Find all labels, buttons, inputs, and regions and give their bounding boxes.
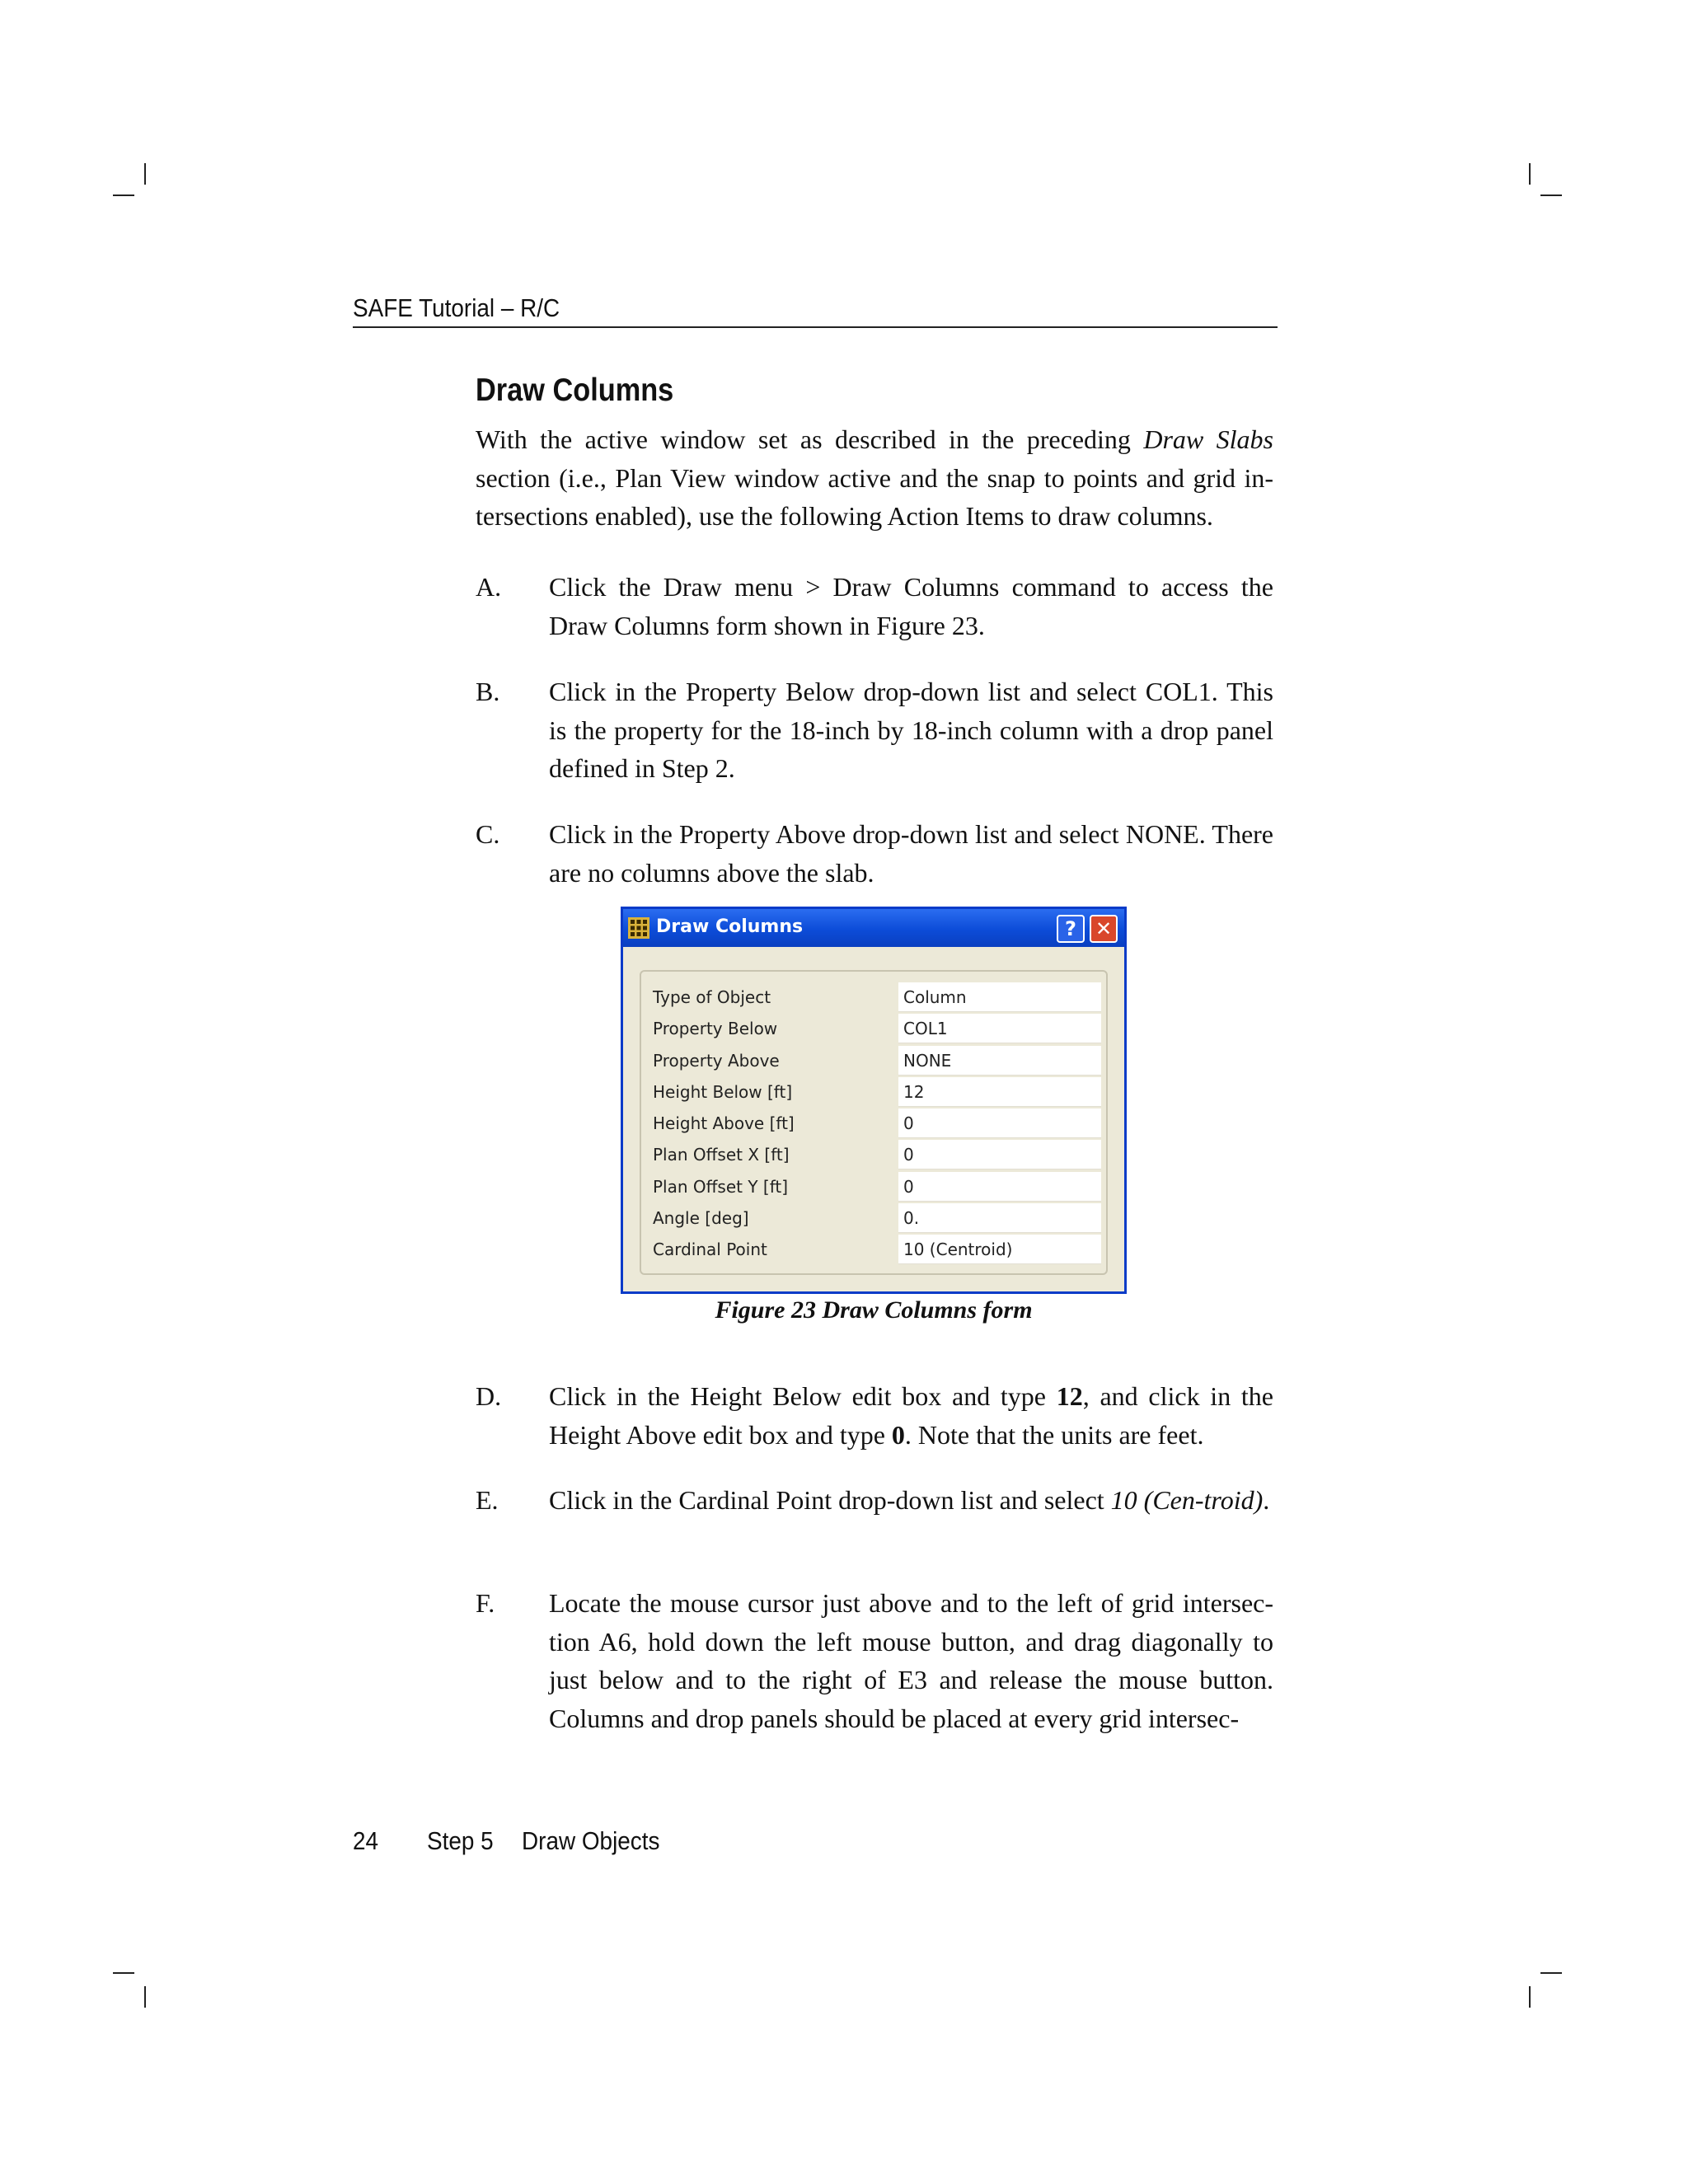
- step-letter: E.: [476, 1485, 499, 1515]
- property-row-property-above: [646, 1045, 1101, 1076]
- close-icon: ✕: [1095, 917, 1113, 940]
- crop-mark: [1540, 1972, 1562, 1974]
- property-value: 10 (Centroid): [903, 1240, 1013, 1260]
- property-row-plan-offset-y: [646, 1171, 1101, 1202]
- crop-mark: [113, 194, 134, 196]
- properties-panel: [640, 970, 1108, 1275]
- help-icon: ?: [1065, 917, 1076, 940]
- step-text-part: Click in the Cardinal Point drop-down list and select: [549, 1485, 1111, 1515]
- crop-mark: [1540, 194, 1562, 196]
- step-text: Locate the mouse cursor just above and to the left of grid intersec-tion A6, hold down the left mouse button, and drag diagonally to just below and to the right of E3 and release the mouse button. Columns and drop panels should be placed at every grid intersec-: [549, 1588, 1273, 1733]
- step-text: [549, 1481, 1273, 1520]
- step-text: [549, 1377, 1273, 1454]
- property-row-angle: [646, 1202, 1101, 1234]
- crop-mark: [1529, 1986, 1531, 2008]
- step-text: Click in the Property Below drop-down list and select COL1. This is the property for the 18-inch by 18-inch column with a drop panel defined in Step 2.: [549, 677, 1273, 783]
- property-value: 0: [903, 1145, 914, 1165]
- property-row-property-below: [646, 1013, 1101, 1044]
- type-of-object-field[interactable]: [898, 982, 1101, 1012]
- intro-before: With the active window set as described in the preceding: [476, 424, 1144, 454]
- property-label: Plan Offset X [ft]: [653, 1145, 790, 1165]
- property-value: 12: [903, 1081, 925, 1102]
- step-c: [476, 815, 1273, 892]
- property-row-type-of-object: [646, 982, 1101, 1013]
- typed-value: 12: [1056, 1381, 1083, 1411]
- property-label: Height Above [ft]: [653, 1113, 795, 1134]
- step-e: [476, 1481, 1273, 1520]
- property-row-cardinal-point: [646, 1234, 1101, 1265]
- figure-caption: Figure 23 Draw Columns form: [715, 1296, 1033, 1324]
- step-text: Click the Draw menu > Draw Columns command to access the Draw Columns form shown in Figure 23.: [549, 572, 1273, 640]
- property-row-height-below: [646, 1076, 1101, 1108]
- property-label: Property Below: [653, 1019, 778, 1039]
- dialog-titlebar[interactable]: [623, 909, 1124, 947]
- step-text: Click in the Property Above drop-down list and select NONE. There are no columns above the slab.: [549, 819, 1273, 888]
- property-label: Property Above: [653, 1050, 780, 1071]
- property-label: Angle [deg]: [653, 1208, 749, 1229]
- property-value: COL1: [903, 1019, 948, 1039]
- property-below-dropdown[interactable]: [898, 1014, 1101, 1043]
- cardinal-point-dropdown[interactable]: [898, 1235, 1101, 1264]
- step-text-part: , and click in the Height Above edit box and type: [549, 1381, 1274, 1450]
- selected-option: 10 (Cen-troid): [1110, 1485, 1264, 1515]
- running-title: SAFE Tutorial – R/C: [353, 293, 560, 322]
- step-text-part: .: [1263, 1485, 1270, 1515]
- property-row-plan-offset-x: [646, 1139, 1101, 1170]
- property-value: Column: [903, 987, 967, 1007]
- footer-step: Step 5: [427, 1826, 494, 1855]
- properties-grid: [646, 982, 1101, 1266]
- step-letter: C.: [476, 819, 500, 849]
- plan-offset-x-input[interactable]: [898, 1140, 1101, 1169]
- intro-paragraph: [476, 420, 1273, 536]
- step-d: [476, 1377, 1273, 1454]
- property-label: Plan Offset Y [ft]: [653, 1176, 789, 1197]
- step-letter: F.: [476, 1588, 495, 1618]
- property-row-height-above: [646, 1108, 1101, 1139]
- property-value: 0.: [903, 1208, 920, 1229]
- step-b: [476, 673, 1273, 788]
- typed-value: 0: [891, 1419, 905, 1450]
- property-label: Cardinal Point: [653, 1240, 767, 1260]
- draw-columns-dialog: [621, 907, 1127, 1294]
- step-f: [476, 1584, 1273, 1737]
- plan-offset-y-input[interactable]: [898, 1172, 1101, 1202]
- height-below-input[interactable]: [898, 1077, 1101, 1107]
- property-above-dropdown[interactable]: [898, 1046, 1101, 1076]
- step-a: [476, 568, 1273, 644]
- step-text-part: Click in the Height Below edit box and type: [549, 1381, 1057, 1411]
- footer-chapter: Draw Objects: [522, 1826, 660, 1855]
- dialog-title: Draw Columns: [656, 916, 804, 937]
- crop-mark: [113, 1972, 134, 1974]
- close-button[interactable]: [1090, 915, 1118, 943]
- property-value: 0: [903, 1113, 914, 1134]
- step-letter: B.: [476, 677, 500, 706]
- intro-reference: Draw Slabs: [1143, 424, 1274, 454]
- running-header: [353, 290, 1278, 328]
- grid-app-icon: [628, 917, 649, 939]
- step-text-part: . Note that the units are feet.: [904, 1419, 1204, 1450]
- section-title: Draw Columns: [476, 373, 674, 408]
- page-number: 24: [353, 1826, 379, 1855]
- crop-mark: [144, 163, 146, 185]
- property-value: NONE: [903, 1050, 952, 1071]
- crop-mark: [144, 1986, 146, 2008]
- height-above-input[interactable]: [898, 1108, 1101, 1138]
- crop-mark: [1529, 163, 1531, 185]
- help-button[interactable]: [1057, 915, 1085, 943]
- property-value: 0: [903, 1176, 914, 1197]
- property-label: Type of Object: [653, 987, 771, 1007]
- angle-input[interactable]: [898, 1203, 1101, 1233]
- step-letter: D.: [476, 1381, 502, 1411]
- step-letter: A.: [476, 572, 502, 602]
- intro-after: section (i.e., Plan View window active and the snap to points and grid in-tersections enabled), use the following Action Items to draw columns.: [476, 462, 1273, 531]
- property-label: Height Below [ft]: [653, 1081, 793, 1102]
